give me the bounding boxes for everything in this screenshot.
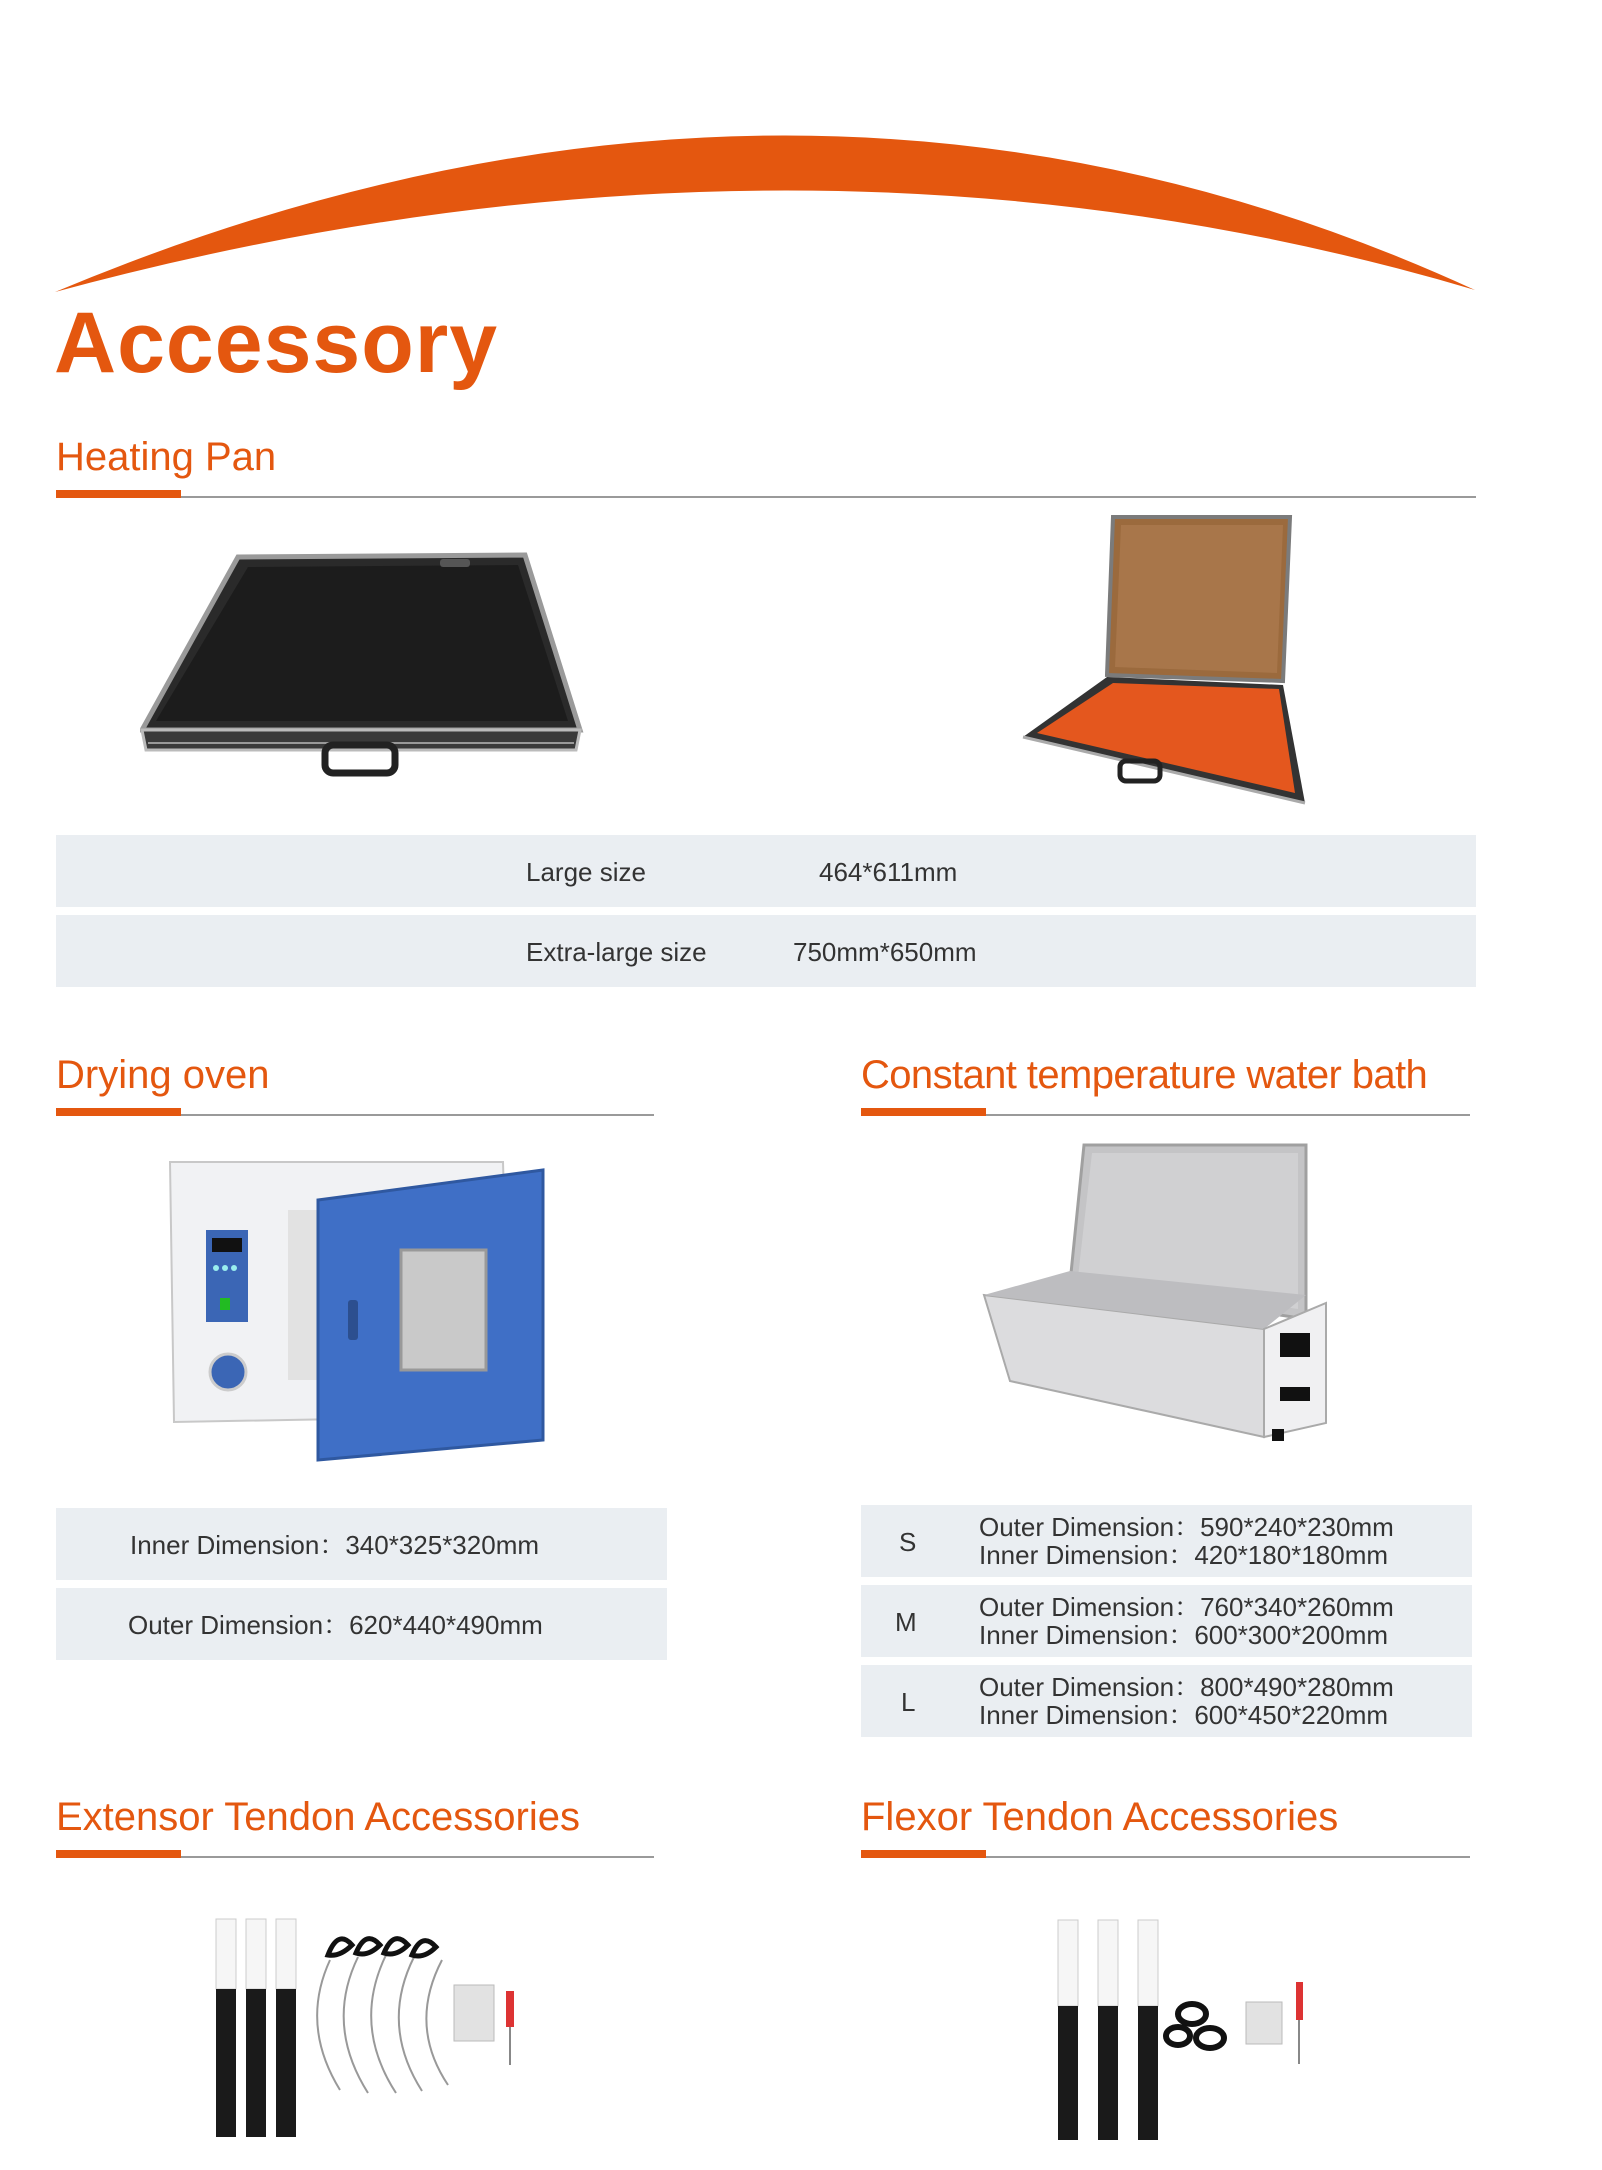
water-bath-row-size: M xyxy=(895,1607,917,1637)
water-bath-row xyxy=(861,1665,1472,1737)
water-bath-row xyxy=(861,1585,1472,1657)
water-bath-row-inner: Inner Dimension：420*180*180mm xyxy=(979,1540,1389,1570)
water-bath-row-inner: Inner Dimension：600*450*220mm xyxy=(979,1700,1389,1730)
water-bath-row-size: L xyxy=(901,1687,916,1717)
water-bath-row-inner: Inner Dimension：600*300*200mm xyxy=(979,1620,1389,1650)
drying-oven-title: Drying oven xyxy=(56,1053,270,1097)
heating-pan-photo-open xyxy=(1015,515,1315,815)
water-bath-row-outer: Outer Dimension：800*490*280mm xyxy=(979,1672,1394,1702)
drying-oven-row-text: Outer Dimension：620*440*490mm xyxy=(128,1610,543,1640)
heating-pan-row-label: Extra-large size xyxy=(526,937,707,967)
heating-pan-row-label: Large size xyxy=(526,857,646,887)
heating-pan-title: Heating Pan xyxy=(56,435,277,479)
water-bath-title: Constant temperature water bath xyxy=(861,1053,1428,1097)
water-bath-photo xyxy=(980,1143,1330,1473)
heating-pan-row xyxy=(56,835,1476,907)
heating-pan-rule-accent xyxy=(56,490,181,498)
heating-pan-photo-closed xyxy=(140,545,620,785)
heating-pan-row-value: 750mm*650mm xyxy=(793,937,977,967)
extensor-accessories-photo xyxy=(210,1915,540,2145)
water-bath-rule-accent xyxy=(861,1108,986,1116)
water-bath-row-size: S xyxy=(899,1527,917,1557)
flexor-accessories-photo xyxy=(1050,1918,1320,2148)
flexor-rule-accent xyxy=(861,1850,986,1858)
heating-pan-row xyxy=(56,915,1476,987)
water-bath-row-outer: Outer Dimension：760*340*260mm xyxy=(979,1592,1394,1622)
heating-pan-rule xyxy=(56,496,1476,498)
drying-oven-rule-accent xyxy=(56,1108,181,1116)
drying-oven-row xyxy=(56,1588,667,1660)
drying-oven-row xyxy=(56,1508,667,1580)
drying-oven-row-text: Inner Dimension：340*325*320mm xyxy=(130,1530,540,1560)
page-title: Accessory xyxy=(54,295,499,391)
drying-oven-photo xyxy=(168,1160,548,1470)
extensor-title: Extensor Tendon Accessories xyxy=(56,1795,581,1839)
water-bath-row-outer: Outer Dimension：590*240*230mm xyxy=(979,1512,1394,1542)
water-bath-row xyxy=(861,1505,1472,1577)
heating-pan-row-value: 464*611mm xyxy=(819,857,958,887)
header-arc xyxy=(0,0,1602,300)
flexor-title: Flexor Tendon Accessories xyxy=(861,1795,1339,1839)
extensor-rule-accent xyxy=(56,1850,181,1858)
